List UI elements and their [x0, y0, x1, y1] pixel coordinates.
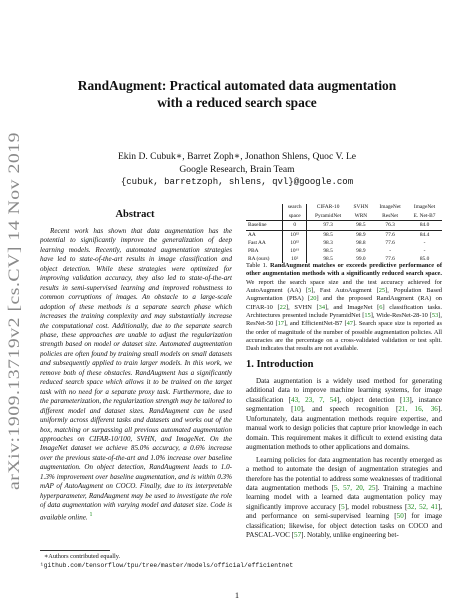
intro-paragraph-1	[246, 377, 442, 453]
table-cell: 98.5	[323, 256, 333, 263]
table-header-cell: space	[282, 212, 307, 221]
caption-text: ], ResNet-50 [	[246, 312, 442, 328]
caption-text: ], SVHN [	[286, 303, 319, 311]
table-cell: 98.5	[349, 221, 373, 230]
citation-link[interactable]: 43, 23, 7, 54	[291, 395, 337, 404]
table-header-cell: PyramidNet	[307, 212, 349, 221]
table-header-cell: CIFAR-10	[316, 204, 340, 211]
table-cell: -	[389, 247, 391, 254]
table-header-cell	[246, 212, 282, 221]
intro-text: ], and performance on semi-supervised learning [	[246, 502, 442, 521]
table-cell: 84.0	[407, 221, 442, 230]
caption-text: ]. Search space size is reported as the order of magnitude of the number of possible augmentation policies. All accuracies are the percentage on a cross-validated validation or test split. Dash indicates that results are not available.	[246, 320, 442, 353]
citation-link[interactable]: 53	[431, 312, 439, 320]
intro-text: ] for image classification; likewise, for object detection tasks on COCO and PASCAL-VOC [	[246, 512, 442, 540]
table-cell: 77.6	[385, 256, 395, 263]
footnote-equal-contribution: ∗Authors contributed equally.	[44, 553, 121, 560]
introduction-body	[246, 377, 442, 581]
citation-link[interactable]: 47	[346, 320, 353, 328]
table-cell: 77.6	[385, 239, 395, 246]
intro-text: ]. Unfortunately, data augmentation methods require expertise, and manual work to design policies that capture prior knowledge in each domain. This requirement makes it difficult to extend existing data augmentation methods to other applications and domains.	[246, 405, 442, 452]
table-cell: 10²	[282, 255, 307, 263]
citation-link[interactable]: 5	[341, 502, 345, 511]
footnote-code-link[interactable]: ¹github.com/tensorflow/tpu/tree/master/models/official/efficientnet	[40, 562, 294, 569]
abstract-body: Recent work has shown that data augmentation has the potential to significantly improve the generalization of deep learning models. Recently, automated augmentation strategies have led to state-of-the-art results in image classification and object detection. While these strategies were optimized for improving validation accuracy, they also led to state-of-the-art results in semi-supervised learning and improved robustness to common corruptions of images. An obstacle to a large-scale adoption of these methods is a separate search phase which increases the training complexity and may substantially increase the computational cost. Additionally, due to the separate search phase, these approaches are unable to adjust the regularization strength based on model or dataset size. Automated augmentation policies are often found by training small models on small datasets and subsequently applied to train larger models. In this work, we remove both of these obstacles. RandAugment has a significantly reduced search space which allows it to be trained on the target task with no need for a separate proxy task. Furthermore, due to the parameterization, the regularization strength may be tailored to different model and dataset sizes. RandAugment can be used uniformly across different tasks and datasets and works out of the box, matching or surpassing all previous automated augmentation approaches on CIFAR-10/100, SVHN, and ImageNet. On the ImageNet dataset we achieve 85.0% accuracy, a 0.6% increase over the previous state-of-the-art and 1.0% increase over baseline augmentation. On object detection, RandAugment leads to 1.0-1.3% improvement over baseline augmentation, and is within 0.3% mAP of AutoAugment on COCO. Finally, due to its interpretable hyperparameter, RandAugment may be used to investigate the role of data augmentation with varying model and dataset size. Code is available online.	[40, 227, 232, 521]
table-header-cell: ImageNet	[413, 204, 436, 211]
citation-link[interactable]: 17	[277, 320, 284, 328]
section-heading-introduction: 1. Introduction	[246, 359, 314, 370]
table-row	[246, 239, 442, 247]
table-cell: 10³²	[282, 239, 307, 247]
intro-text: ]. Training a machine learning model with a learned data augmentation policy may significantly improve accuracy [	[246, 483, 442, 511]
caption-text: ] and the proposed RandAugment (RA) on CIFAR-10 [	[246, 295, 442, 311]
caption-text: ], Wide-ResNet-28-10 [	[370, 312, 432, 320]
paper-title-line-2: with a reduced search space	[157, 95, 317, 110]
citation-link[interactable]: 21, 16, 36	[398, 405, 438, 414]
table-cell: 10³²	[282, 230, 307, 239]
citation-link[interactable]: 50	[396, 512, 404, 521]
abstract-heading: Abstract	[115, 209, 155, 220]
intro-text: Learning policies for data augmentation has recently emerged as a method to automate the design of augmentation strategies and therefore has the potential to address some weaknesses of traditional data augmentation methods [	[246, 455, 442, 492]
table-row	[246, 230, 442, 239]
intro-text: ], instance segmentation [	[246, 395, 442, 414]
citation-link[interactable]: 25	[378, 287, 386, 295]
page-number: 1	[234, 590, 240, 600]
citation-link[interactable]: 32, 52, 41	[407, 502, 438, 511]
table-cell: 0	[282, 221, 307, 230]
table-cell: RA (ours)	[246, 255, 282, 263]
affiliation: Google Research, Brain Team	[179, 164, 295, 175]
caption-bold: RandAugment matches or exceeds predictive performance of other augmentation methods with a significantly reduced search space.	[246, 262, 442, 278]
caption-text: ], and EfficientNet-B7 [	[284, 320, 347, 328]
table-cell: PBA	[246, 247, 282, 255]
results-table	[246, 204, 442, 263]
table-cell: 85.0	[419, 256, 430, 263]
table-cell: 98.9	[356, 231, 366, 238]
citation-link[interactable]: 34	[318, 303, 326, 311]
paper-title-line-1: RandAugment: Practical automated data augmentation	[77, 78, 397, 93]
table-cell: -	[423, 239, 426, 246]
table-cell: 98.8	[356, 239, 366, 246]
caption-text: ], Fast AutoAugment [	[311, 287, 379, 295]
table-cell: 77.6	[385, 231, 395, 238]
table-cell: Fast AA	[246, 239, 282, 247]
footnote-rule	[40, 550, 110, 551]
table-header-row-top	[246, 204, 442, 212]
table-caption	[246, 262, 442, 354]
caption-text: ], and ImageNet [	[325, 303, 380, 311]
citation-link[interactable]: 15	[364, 312, 371, 320]
table-cell: 97.3	[307, 221, 349, 230]
citation-link[interactable]: 5	[308, 287, 312, 295]
caption-text: ] classification tasks. Architectures presented include PyramidNet [	[246, 303, 443, 320]
intro-text: ], object detection [	[336, 395, 403, 404]
arxiv-id: arXiv:1909.13719v2 [cs.CV] 14 Nov 2019	[6, 208, 23, 490]
table-row	[246, 221, 442, 230]
table-cell: 76.3	[373, 221, 407, 230]
table-header-cell: SVHN	[353, 204, 369, 211]
citation-link[interactable]: 10	[293, 405, 301, 414]
citation-link[interactable]: 5, 57, 20, 25	[334, 483, 376, 492]
citation-link[interactable]: 20	[310, 295, 317, 303]
citation-link[interactable]: 6	[379, 303, 383, 311]
intro-text: Data augmentation is a widely used method for generating additional data to improve machine learning systems, for image classification [	[246, 377, 442, 404]
author-list: Ekin D. Cubuk∗, Barret Zoph∗, Jonathon Shlens, Quoc V. Le	[117, 151, 357, 162]
table-cell: 84.4	[419, 231, 430, 238]
intro-text: ], and speech recognition [	[300, 405, 399, 414]
author-emails: {cubuk, barretzoph, shlens, qvl}@google.com	[120, 177, 354, 187]
footnote-ref-1[interactable]: 1	[89, 511, 93, 518]
table-cell: 99.0	[356, 256, 366, 263]
table-header-cell: ImageNet	[379, 204, 401, 211]
table-cell: 98.5	[323, 247, 333, 254]
table-header-cell: ResNet	[373, 212, 407, 221]
citation-link[interactable]: 57	[294, 531, 302, 540]
table-header-cell	[246, 204, 282, 212]
table-header-cell: search	[282, 204, 307, 212]
table-cell: -	[423, 247, 426, 254]
intro-text: ]. Notably, unlike engineering bet-	[301, 531, 399, 540]
table-header-cell: E. Net-B7	[407, 212, 442, 221]
table-cell: 10⁶¹	[282, 247, 307, 255]
table-cell: 98.3	[323, 239, 333, 246]
caption-label: Table 1.	[246, 262, 268, 269]
table-cell: 98.5	[323, 231, 333, 238]
table-row	[246, 247, 442, 255]
table-header-row-bottom	[246, 212, 442, 221]
table-cell: AA	[246, 230, 282, 239]
intro-paragraph-2	[246, 456, 442, 541]
table-header-cell: WRN	[349, 212, 373, 221]
table-cell: Baseline	[246, 221, 282, 230]
abstract-text	[40, 227, 232, 533]
citation-link[interactable]: 22	[279, 303, 287, 311]
caption-text: We report the search space size and the test accuracy achieved for AutoAugment (AA) [	[246, 278, 442, 295]
table-cell: 98.9	[356, 247, 366, 254]
intro-text: ], model robustness [	[344, 502, 408, 511]
caption-text: ], Population Based Augmentation (PBA) [	[246, 287, 442, 303]
citation-link[interactable]: 13	[402, 395, 410, 404]
